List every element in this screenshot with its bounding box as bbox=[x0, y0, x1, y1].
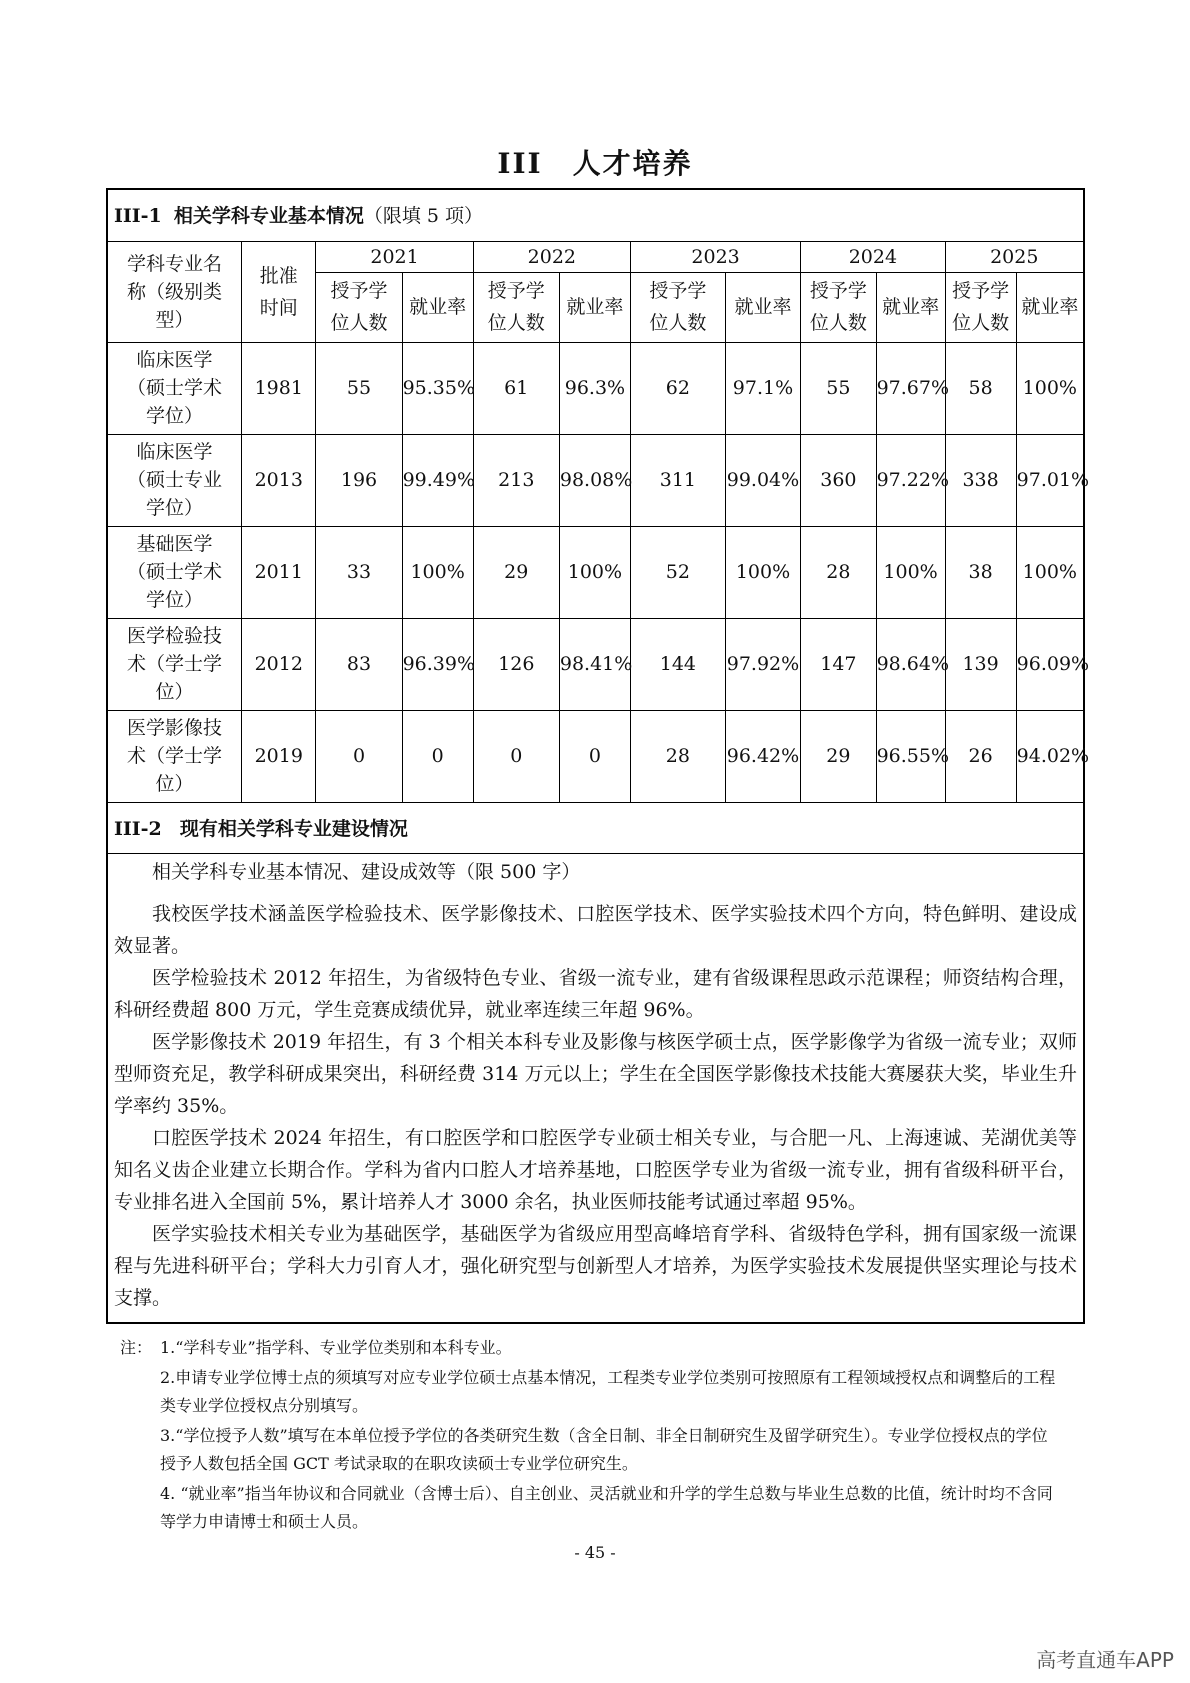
header-approval: 批准时间 bbox=[242, 242, 316, 342]
section1-title: 相关学科专业基本情况 bbox=[173, 205, 364, 227]
table-cell: 26 bbox=[945, 710, 1016, 802]
table-cell: 99.49% bbox=[402, 434, 473, 526]
discipline-table bbox=[108, 242, 1090, 802]
table-cell: 29 bbox=[473, 526, 559, 618]
table-cell: 100% bbox=[1016, 342, 1083, 434]
table-cell: 62 bbox=[630, 342, 725, 434]
table-cell: 97.22% bbox=[876, 434, 945, 526]
discipline-name: 临床医学（硕士专业学位） bbox=[108, 434, 242, 526]
section2-title: 现有相关学科专业建设情况 bbox=[179, 818, 408, 840]
approval-year: 2012 bbox=[242, 618, 316, 710]
watermark-text: 高考直通车APP bbox=[1036, 1648, 1174, 1672]
note-label: 注： bbox=[120, 1338, 153, 1357]
table-cell: 97.67% bbox=[876, 342, 945, 434]
section2-header bbox=[108, 802, 1083, 854]
header-year: 2022 bbox=[473, 242, 630, 272]
note-item: 3.“学位授予人数”填写在本单位授予学位的各类研究生数（含全日制、非全日制研究生及留学研究生）。专业学位授权点的学位授予人数包括全国 GCT 考试录取的在职攻读硕士专业学位研究生。 bbox=[160, 1426, 1048, 1473]
table-cell: 55 bbox=[801, 342, 876, 434]
header-degrees: 授予学位人数 bbox=[630, 272, 725, 342]
paragraph: 医学检验技术 2012 年招生，为省级特色专业、省级一流专业，建有省级课程思政示范课程；师资结构合理，科研经费超 800 万元，学生竞赛成绩优异，就业率连续三年超 96%。 bbox=[114, 967, 1077, 1021]
table-cell: 96.55% bbox=[876, 710, 945, 802]
section2-body bbox=[108, 856, 1083, 1314]
table-row bbox=[108, 526, 1083, 618]
table-cell: 0 bbox=[559, 710, 630, 802]
table-cell: 58 bbox=[945, 342, 1016, 434]
table-cell: 100% bbox=[725, 526, 800, 618]
table-cell: 213 bbox=[473, 434, 559, 526]
header-employment: 就业率 bbox=[1016, 272, 1083, 342]
table-cell: 97.92% bbox=[725, 618, 800, 710]
discipline-name: 医学检验技术（学士学位） bbox=[108, 618, 242, 710]
table-cell: 98.08% bbox=[559, 434, 630, 526]
table-cell: 100% bbox=[559, 526, 630, 618]
table-cell: 98.41% bbox=[559, 618, 630, 710]
table-row bbox=[108, 342, 1083, 434]
header-year: 2023 bbox=[630, 242, 800, 272]
table-cell: 28 bbox=[801, 526, 876, 618]
table-cell: 126 bbox=[473, 618, 559, 710]
table-cell: 61 bbox=[473, 342, 559, 434]
table-cell: 97.01% bbox=[1016, 434, 1083, 526]
header-year: 2024 bbox=[801, 242, 945, 272]
header-discipline: 学科专业名称（级别类型） bbox=[108, 242, 242, 342]
paragraph: 口腔医学技术 2024 年招生，有口腔医学和口腔医学专业硕士相关专业，与合肥一凡、上海速诚、芜湖优美等知名义齿企业建立长期合作。学科为省内口腔人才培养基地，口腔医学专业为省级一流专业，拥有省级科研平台，专业排名进入全国前 5%，累计培养人才 3000 余名，执业医师技能考试通过率超 95%。 bbox=[114, 1127, 1077, 1213]
table-cell: 29 bbox=[801, 710, 876, 802]
discipline-name: 医学影像技术（学士学位） bbox=[108, 710, 242, 802]
header-employment: 就业率 bbox=[402, 272, 473, 342]
header-year: 2021 bbox=[316, 242, 473, 272]
table-cell: 96.39% bbox=[402, 618, 473, 710]
table-cell: 33 bbox=[316, 526, 402, 618]
section1-header bbox=[108, 190, 1083, 242]
form-frame bbox=[106, 188, 1090, 1324]
header-row-years bbox=[108, 242, 1083, 272]
table-cell: 139 bbox=[945, 618, 1016, 710]
section1-suffix: （限填 5 项） bbox=[363, 205, 484, 227]
table-cell: 0 bbox=[316, 710, 402, 802]
note-item: 2.申请专业学位博士点的须填写对应专业学位硕士点基本情况，工程类专业学位类别可按照原有工程领域授权点和调整后的工程类专业学位授权点分别填写。 bbox=[160, 1368, 1056, 1415]
discipline-name: 临床医学（硕士学术学位） bbox=[108, 342, 242, 434]
table-cell: 144 bbox=[630, 618, 725, 710]
approval-year: 2013 bbox=[242, 434, 316, 526]
table-cell: 338 bbox=[945, 434, 1016, 526]
table-cell: 100% bbox=[402, 526, 473, 618]
section2-code: III-2 bbox=[114, 818, 162, 840]
table-cell: 147 bbox=[801, 618, 876, 710]
paragraph: 医学实验技术相关专业为基础医学，基础医学为省级应用型高峰培育学科、省级特色学科，拥有国家级一流课程与先进科研平台；学科大力引育人才，强化研究型与创新型人才培养，为医学实验技术发展提供坚实理论与技术支撑。 bbox=[114, 1223, 1077, 1309]
note-item: 注： 1.“学科专业”指学科、专业学位类别和本科专业。 bbox=[120, 1334, 1080, 1362]
table-cell: 99.04% bbox=[725, 434, 800, 526]
table-cell: 196 bbox=[316, 434, 402, 526]
header-degrees: 授予学位人数 bbox=[316, 272, 402, 342]
approval-year: 2019 bbox=[242, 710, 316, 802]
paragraph: 我校医学技术涵盖医学检验技术、医学影像技术、口腔医学技术、医学实验技术四个方向，特色鲜明、建设成效显著。 bbox=[114, 903, 1077, 957]
page-title: III 人才培养 bbox=[497, 147, 693, 180]
discipline-name: 基础医学（硕士学术学位） bbox=[108, 526, 242, 618]
table-cell: 38 bbox=[945, 526, 1016, 618]
table-row bbox=[108, 434, 1083, 526]
header-degrees: 授予学位人数 bbox=[801, 272, 876, 342]
header-employment: 就业率 bbox=[559, 272, 630, 342]
table-cell: 52 bbox=[630, 526, 725, 618]
section1-code: III-1 bbox=[114, 205, 162, 227]
footnotes bbox=[120, 1334, 1080, 1538]
table-cell: 98.64% bbox=[876, 618, 945, 710]
table-cell: 96.3% bbox=[559, 342, 630, 434]
table-row bbox=[108, 618, 1083, 710]
table-cell: 97.1% bbox=[725, 342, 800, 434]
table-cell: 360 bbox=[801, 434, 876, 526]
header-degrees: 授予学位人数 bbox=[945, 272, 1016, 342]
table-row bbox=[108, 710, 1083, 802]
header-employment: 就业率 bbox=[876, 272, 945, 342]
approval-year: 1981 bbox=[242, 342, 316, 434]
table-cell: 100% bbox=[1016, 526, 1083, 618]
approval-year: 2011 bbox=[242, 526, 316, 618]
table-cell: 311 bbox=[630, 434, 725, 526]
table-cell: 0 bbox=[402, 710, 473, 802]
table-cell: 94.02% bbox=[1016, 710, 1083, 802]
table-cell: 55 bbox=[316, 342, 402, 434]
table-cell: 83 bbox=[316, 618, 402, 710]
page-number: - 45 - bbox=[574, 1543, 616, 1562]
note-item: 4. “就业率”指当年协议和合同就业（含博士后）、自主创业、灵活就业和升学的学生总数与毕业生总数的比值，统计时均不含同等学力申请博士和硕士人员。 bbox=[160, 1484, 1053, 1531]
header-degrees: 授予学位人数 bbox=[473, 272, 559, 342]
table-cell: 0 bbox=[473, 710, 559, 802]
table-cell: 96.42% bbox=[725, 710, 800, 802]
table-cell: 28 bbox=[630, 710, 725, 802]
paragraph: 医学影像技术 2019 年招生，有 3 个相关本科专业及影像与核医学硕士点，医学影像学为省级一流专业；双师型师资充足，教学科研成果突出，科研经费 314 万元以上；学生在全国医学影像技术技能大赛屡获大奖，毕业生升学率约 35%。 bbox=[114, 1031, 1077, 1117]
table-cell: 100% bbox=[876, 526, 945, 618]
table-cell: 95.35% bbox=[402, 342, 473, 434]
header-employment: 就业率 bbox=[725, 272, 800, 342]
table-cell: 96.09% bbox=[1016, 618, 1083, 710]
header-year: 2025 bbox=[945, 242, 1083, 272]
section2-lead: 相关学科专业基本情况、建设成效等（限 500 字） bbox=[152, 861, 581, 883]
